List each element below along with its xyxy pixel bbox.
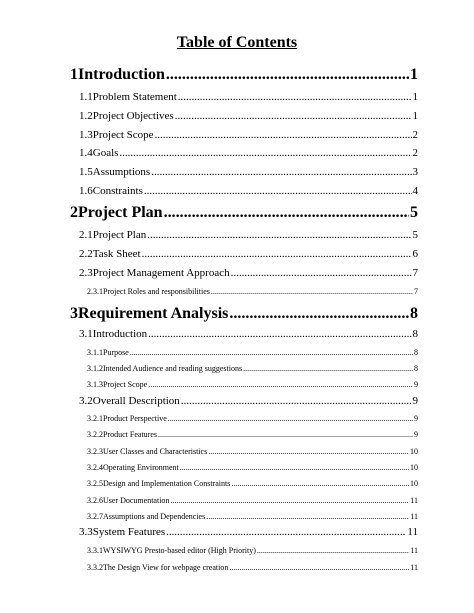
entry-title: Overall Description xyxy=(92,395,180,407)
toc-entry[interactable] xyxy=(79,185,418,197)
dot-leader xyxy=(175,110,412,122)
toc-title: Table of Contents xyxy=(176,34,298,51)
entry-number: 2.1 xyxy=(79,229,93,241)
toc-entry[interactable] xyxy=(87,380,418,389)
entry-title: User Classes and Characteristics xyxy=(103,447,208,456)
toc-entry[interactable] xyxy=(79,147,418,159)
toc-entry[interactable] xyxy=(79,267,418,279)
entry-title: Project Scope xyxy=(103,380,148,389)
dot-leader xyxy=(158,430,413,439)
entry-title: Assumptions and Dependencies xyxy=(103,512,206,521)
dot-leader xyxy=(229,563,409,572)
entry-number: 3.2.2 xyxy=(87,430,103,439)
dot-leader xyxy=(142,248,412,260)
entry-title: Constraints xyxy=(92,185,143,197)
toc-entry[interactable] xyxy=(70,66,418,84)
dot-leader xyxy=(208,447,409,456)
dot-leader xyxy=(151,166,411,178)
entry-page: 9 xyxy=(414,414,418,423)
entry-number: 2.2 xyxy=(79,248,93,260)
entry-page: 11 xyxy=(410,563,418,572)
entry-number: 3.3.2 xyxy=(87,563,103,572)
toc-entry[interactable] xyxy=(87,430,418,439)
entry-number: 2.3 xyxy=(79,267,93,279)
entry-title: Product Features xyxy=(103,430,157,439)
toc-entry[interactable] xyxy=(70,204,418,222)
toc-entry[interactable] xyxy=(79,248,418,260)
toc-entry[interactable] xyxy=(79,395,418,407)
toc-entry[interactable] xyxy=(87,348,418,357)
entry-number: 2.3.1 xyxy=(87,287,103,296)
entry-page: 9 xyxy=(414,430,418,439)
entry-page: 1 xyxy=(412,110,418,122)
toc-entry[interactable] xyxy=(87,414,418,423)
dot-leader xyxy=(180,463,409,472)
entry-page: 9 xyxy=(414,380,418,389)
entry-number: 3.2.5 xyxy=(87,479,103,488)
dot-leader xyxy=(211,287,413,296)
entry-title: Problem Statement xyxy=(92,91,177,103)
entry-title: WYSIWYG Presto-based editor (High Priority) xyxy=(103,546,256,555)
toc-entry[interactable] xyxy=(87,364,418,373)
dot-leader xyxy=(144,185,412,197)
toc-entry[interactable] xyxy=(87,463,418,472)
entry-title: User Documentation xyxy=(103,496,170,505)
entry-title: Task Sheet xyxy=(92,248,141,260)
entry-number: 1.2 xyxy=(79,110,93,122)
dot-leader xyxy=(130,348,413,357)
entry-number: 1.5 xyxy=(79,166,93,178)
entry-page: 11 xyxy=(410,496,418,505)
entry-page: 10 xyxy=(410,479,418,488)
toc-entry[interactable] xyxy=(87,546,418,555)
toc-entry[interactable] xyxy=(70,305,418,323)
entry-number: 3.2.7 xyxy=(87,512,103,521)
entry-number: 3 xyxy=(70,305,78,322)
entry-number: 3.3 xyxy=(79,526,93,538)
entry-number: 3.2.1 xyxy=(87,414,103,423)
entry-title: Product Perspective xyxy=(103,414,167,423)
toc-entry[interactable] xyxy=(79,91,418,103)
entry-number: 3.2.4 xyxy=(87,463,103,472)
entry-page: 1 xyxy=(412,91,418,103)
entry-number: 3.3.1 xyxy=(87,546,103,555)
dot-leader xyxy=(170,496,409,505)
entry-number: 1.4 xyxy=(79,147,93,159)
dot-leader xyxy=(229,305,409,323)
dot-leader xyxy=(181,395,412,407)
toc-entry[interactable] xyxy=(79,110,418,122)
entry-page: 5 xyxy=(410,204,418,221)
entry-number: 3.2 xyxy=(79,395,93,407)
entry-number: 3.1 xyxy=(79,328,93,340)
toc-entry[interactable] xyxy=(87,563,418,572)
entry-title: The Design View for webpage creation xyxy=(103,563,229,572)
entry-page: 2 xyxy=(412,129,418,141)
toc-entry[interactable] xyxy=(87,287,418,296)
dot-leader xyxy=(147,229,411,241)
dot-leader xyxy=(166,66,409,84)
toc-entry[interactable] xyxy=(79,526,418,538)
entry-page: 8 xyxy=(414,348,418,357)
entry-number: 3.2.6 xyxy=(87,496,103,505)
entry-page: 7 xyxy=(412,267,418,279)
toc-entry[interactable] xyxy=(79,129,418,141)
dot-leader xyxy=(164,204,409,222)
toc-entry[interactable] xyxy=(87,447,418,456)
entry-page: 11 xyxy=(407,526,418,538)
dot-leader xyxy=(257,546,409,555)
entry-page: 1 xyxy=(410,66,418,83)
toc-entry[interactable] xyxy=(79,328,418,340)
entry-page: 11 xyxy=(410,512,418,521)
entry-page: 10 xyxy=(410,447,418,456)
dot-leader xyxy=(168,414,413,423)
entry-title: Project Management Approach xyxy=(92,267,230,279)
entry-number: 3.1.1 xyxy=(87,348,103,357)
entry-page: 10 xyxy=(410,463,418,472)
entry-number: 2 xyxy=(70,204,78,221)
entry-page: 8 xyxy=(414,364,418,373)
dot-leader xyxy=(206,512,409,521)
toc-entry[interactable] xyxy=(87,479,418,488)
entry-title: Operating Environment xyxy=(103,463,179,472)
dot-leader xyxy=(231,479,409,488)
dot-leader xyxy=(148,328,411,340)
entry-title: Requirement Analysis xyxy=(78,305,229,322)
toc-entry[interactable] xyxy=(79,229,418,241)
entry-number: 1 xyxy=(70,66,78,83)
entry-title: Introduction xyxy=(92,328,148,340)
entry-page: 4 xyxy=(412,185,418,197)
entry-title: Project Plan xyxy=(78,204,163,221)
dot-leader xyxy=(231,267,412,279)
entry-title: Intended Audience and reading suggestions xyxy=(103,364,243,373)
dot-leader xyxy=(178,91,412,103)
entry-title: Project Plan xyxy=(92,229,147,241)
entry-number: 3.1.2 xyxy=(87,364,103,373)
entry-page: 3 xyxy=(412,166,418,178)
entry-title: Goals xyxy=(92,147,119,159)
entry-page: 11 xyxy=(410,546,418,555)
dot-leader xyxy=(148,380,413,389)
entry-page: 2 xyxy=(412,147,418,159)
entry-title: Project Objectives xyxy=(92,110,174,122)
entry-number: 3.2.3 xyxy=(87,447,103,456)
toc-entry[interactable] xyxy=(79,166,418,178)
entry-title: System Features xyxy=(92,526,166,538)
entry-number: 1.3 xyxy=(79,129,93,141)
entry-page: 9 xyxy=(412,395,418,407)
dot-leader xyxy=(155,129,412,141)
entry-number: 1.6 xyxy=(79,185,93,197)
entry-page: 5 xyxy=(412,229,418,241)
entry-title: Purpose xyxy=(103,348,129,357)
entry-title: Assumptions xyxy=(92,166,151,178)
entry-title: Project Roles and responsibilities xyxy=(103,287,210,296)
entry-page: 8 xyxy=(410,305,418,322)
entry-title: Design and Implementation Constraints xyxy=(103,479,231,488)
entry-page: 8 xyxy=(412,328,418,340)
dot-leader xyxy=(119,147,411,159)
entry-page: 7 xyxy=(414,287,418,296)
toc-entry[interactable] xyxy=(87,496,418,505)
entry-number: 1.1 xyxy=(79,91,93,103)
entry-title: Project Scope xyxy=(92,129,154,141)
dot-leader xyxy=(166,526,406,538)
entry-title: Introduction xyxy=(78,66,165,83)
entry-number: 3.1.3 xyxy=(87,380,103,389)
dot-leader xyxy=(243,364,413,373)
toc-entry[interactable] xyxy=(87,512,418,521)
entry-page: 6 xyxy=(412,248,418,260)
